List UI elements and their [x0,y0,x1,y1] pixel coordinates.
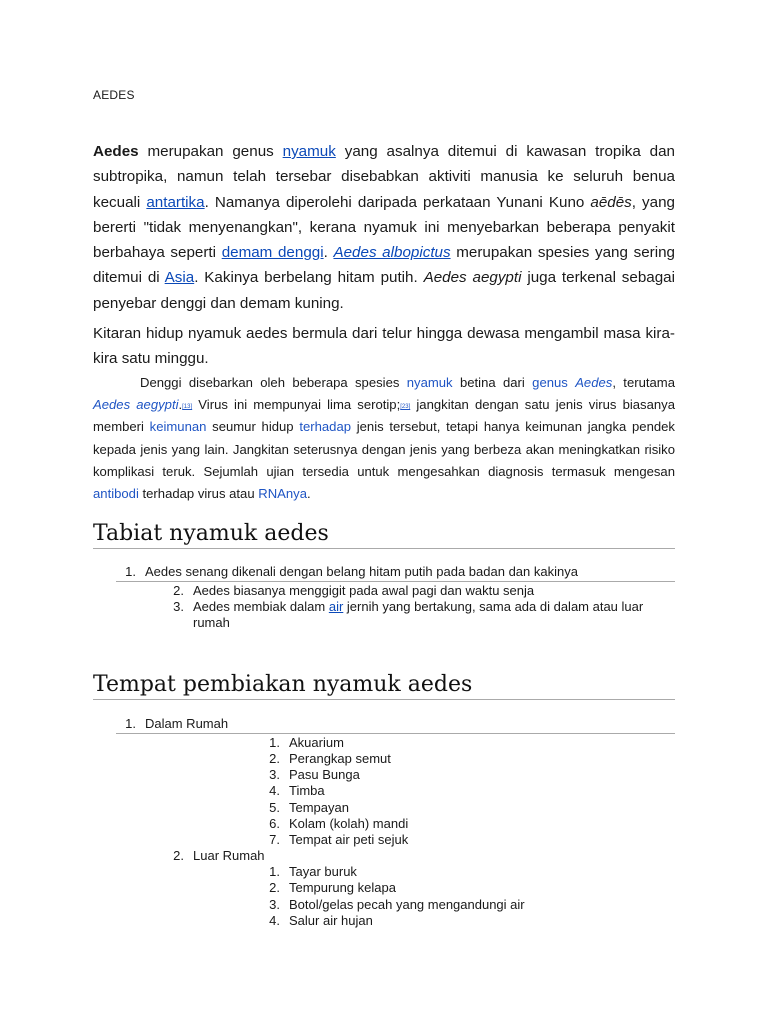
list-text: Tempat air peti sejuk [289,832,409,847]
list-text: Kolam (kolah) mandi [289,816,409,831]
list-text: Perangkap semut [289,751,391,766]
list-text: Aedes membiak dalam [193,599,329,614]
link-asia[interactable]: Asia [164,269,195,287]
citation-ref[interactable]: [23] [400,404,411,411]
list-item [260,783,675,799]
list-item [260,913,675,929]
list-number: 2. [173,583,184,598]
intro-text: . Kakinya berbelang hitam putih. [194,269,424,287]
link-nyamuk[interactable]: nyamuk [282,143,336,160]
intro-text: juga terkenal sebagai penyebar denggi dan demam kuning. [93,269,675,312]
list-text: Timba [289,783,325,798]
dengue-paragraph [93,372,675,505]
list-item [260,880,675,896]
link-demam-denggi[interactable]: demam denggi [221,244,324,262]
list-item [164,583,675,599]
dengue-text: seumur hidup [206,419,300,435]
list-number: 1. [125,716,136,731]
intro-text: merupakan spesies yang sering ditemui di [93,244,675,287]
section-heading-tabiat: Tabiat nyamuk aedes [93,521,675,549]
list-number: 4. [269,913,280,928]
list-number: 3. [173,599,184,614]
link-antartika[interactable]: antartika [146,193,205,211]
aegypti-term: Aedes aegypti [423,269,522,287]
lifecycle-paragraph: Kitaran hidup nyamuk aedes bermula dari telur hingga dewasa mengambil masa kira-kira satu minggu. [93,325,675,368]
list-text: Botol/gelas pecah yang mengandungi air [289,897,525,912]
citation-ref[interactable]: [13] [182,404,193,411]
link-rnanya[interactable]: RNAnya [258,486,308,502]
link-terhadap[interactable]: terhadap [299,419,352,435]
list-item [164,599,675,631]
list-item [260,897,675,913]
link-aedes-albopictus[interactable]: Aedes albopictus [333,244,451,262]
list-number: 1. [269,864,280,879]
list-text: Dalam Rumah [145,716,229,731]
link-keimunan[interactable]: keimunan [149,419,207,435]
list-item-luar-rumah [164,848,675,864]
link-genus[interactable]: genus [532,375,568,390]
dengue-text: jangkitan dengan satu jenis virus biasanya memberi [93,397,675,435]
list-number: 2. [269,751,280,766]
intro-text: yang asalnya ditemui di kawasan tropika dan subtropika, namun telah tersebar disebabkan aktiviti manusia ke seluruh benua kecuali [93,143,675,211]
list-item-dalam-rumah [116,716,675,734]
list-item [260,735,675,751]
document-title: AEDES [93,88,135,102]
section-heading-tempat: Tempat pembiakan nyamuk aedes [93,672,675,700]
dengue-text: Virus ini mempunyai lima serotip; [192,397,401,413]
list-number: 4. [269,783,280,798]
intro-text: . [323,244,334,262]
list-item [260,864,675,880]
list-item [260,832,675,848]
dengue-text: , terutama [612,375,675,390]
dengue-text: . [178,397,183,413]
list-number: 3. [269,767,280,782]
intro-text: . Namanya diperolehi daripada perkataan Yunani Kuno [204,193,591,211]
link-air[interactable]: air [328,599,344,614]
intro-text: , yang bererti "tidak menyenangkan", kerana nyamuk ini menyebarkan beberapa penyakit berbahaya seperti [93,193,675,262]
list-text: Pasu Bunga [289,767,360,782]
dengue-text: . [307,486,311,502]
dengue-text: jenis tersebut, tetapi hanya keimunan jangka pendek kepada jenis yang lain. Jangkitan seterusnya dengan jenis yang berbeza akan meningkatkan risiko komplikasi teruk. Sejumlah ujian tersedia untuk mengesahkan diagnosis termasuk mengesan [93,419,675,479]
list-text: Tempayan [289,800,349,815]
list-number: 1. [125,564,136,579]
intro-paragraph [93,139,675,316]
dengue-text: betina dari [452,375,533,390]
list-text: Tempurung kelapa [289,880,396,895]
list-item [116,564,675,582]
dengue-text: terhadap virus atau [138,486,259,502]
link-nyamuk-2[interactable]: nyamuk [406,375,453,390]
list-number: 7. [269,832,280,847]
list-item [260,816,675,832]
list-text: Salur air hujan [289,913,373,928]
list-number: 3. [269,897,280,912]
list-number: 5. [269,800,280,815]
dengue-text: Denggi disebarkan oleh beberapa spesies [140,375,407,390]
list-item [260,800,675,816]
link-antibodi[interactable]: antibodi [93,486,139,502]
intro-term: Aedes [93,143,139,160]
list-number: 2. [173,848,184,863]
list-text: jernih yang bertakung, sama ada di dalam atau luar rumah [193,599,644,630]
list-text: Aedes biasanya menggigit pada awal pagi dan waktu senja [193,583,535,598]
list-text: Tayar buruk [289,864,357,879]
list-text: Akuarium [289,735,344,750]
list-item [260,767,675,783]
list-text: Aedes senang dikenali dengan belang hitam putih pada badan dan kakinya [145,564,578,579]
link-aedes-aegypti[interactable]: Aedes aegypti [93,397,179,413]
greek-word: aēdēs [590,193,632,211]
list-number: 2. [269,880,280,895]
list-number: 6. [269,816,280,831]
intro-text: merupakan genus [138,143,283,160]
list-number: 1. [269,735,280,750]
list-text: Luar Rumah [193,848,265,863]
list-item [260,751,675,767]
link-aedes[interactable]: Aedes [575,375,613,390]
